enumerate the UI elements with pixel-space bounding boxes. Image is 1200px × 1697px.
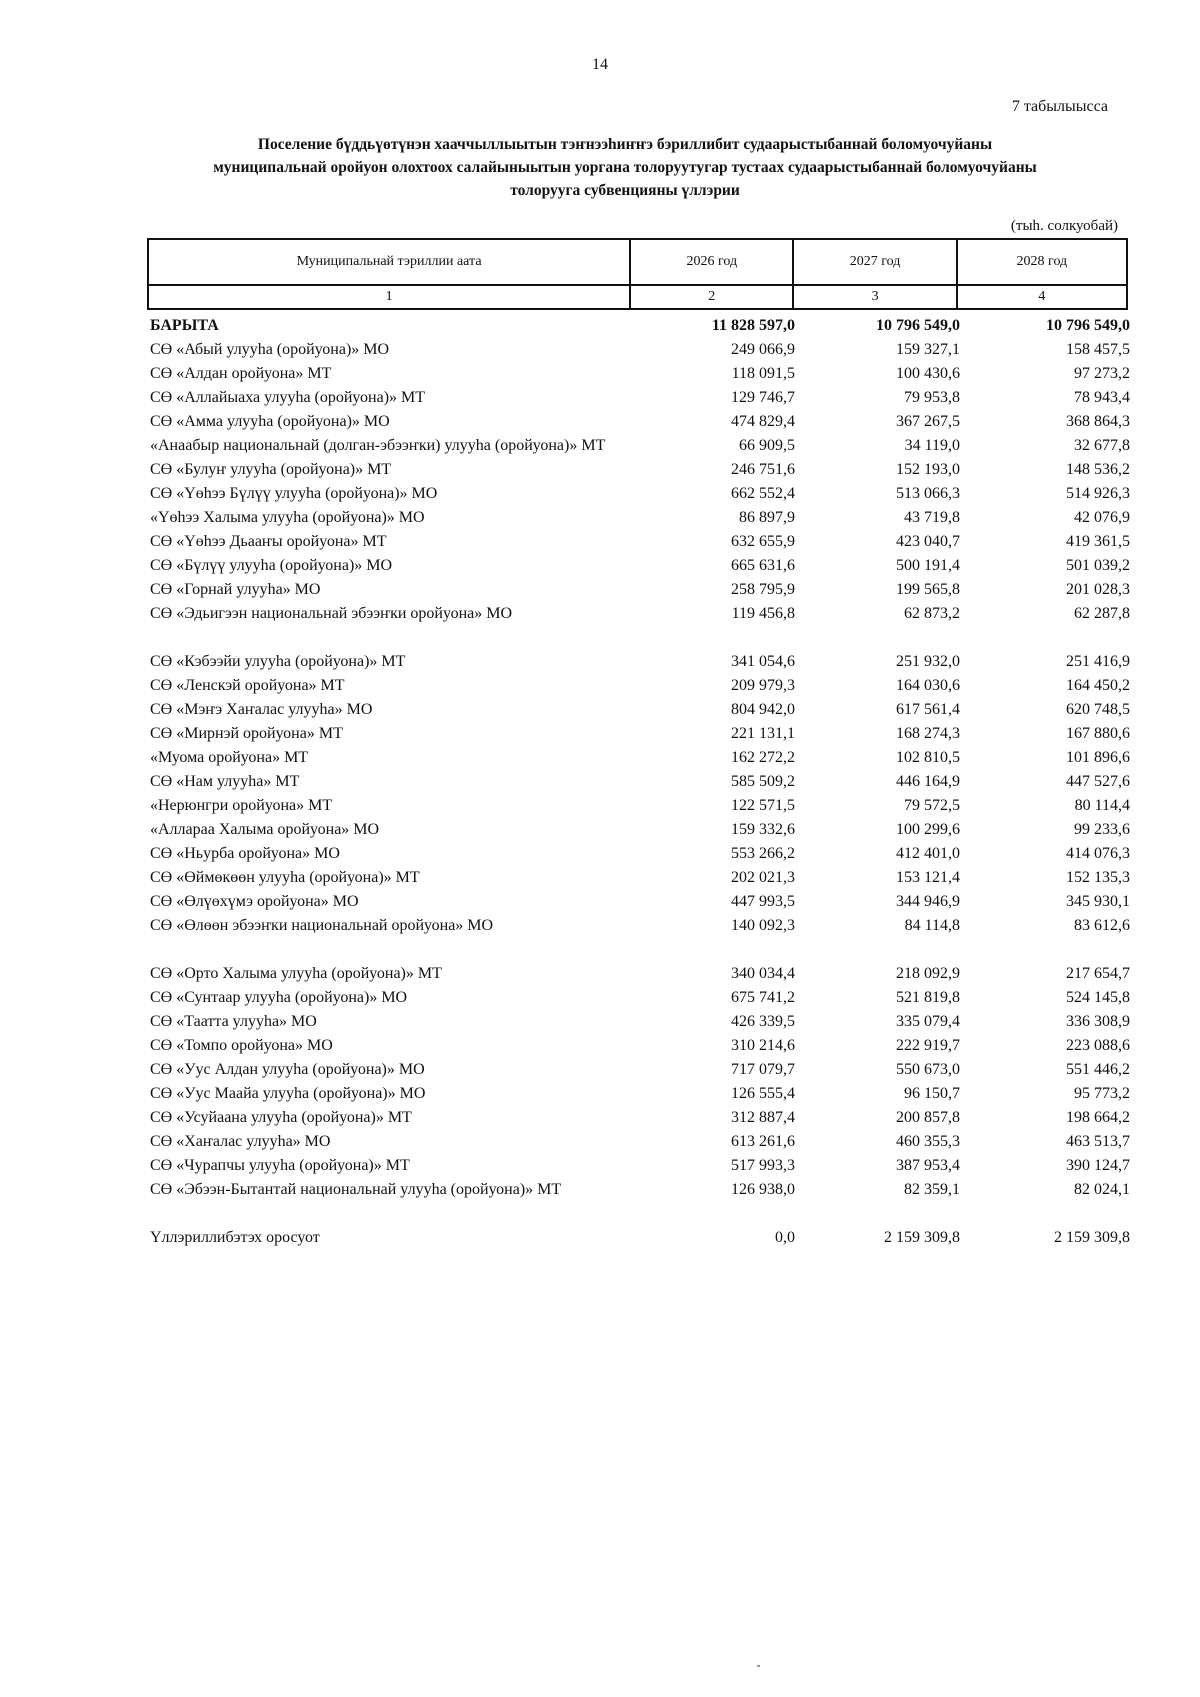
value-2028: 167 880,6 <box>1066 725 1130 742</box>
units-label: (тыһ. солкуобай) <box>1010 218 1118 234</box>
row-name: «Муома оройуона» МТ <box>150 749 309 766</box>
value-2027: 34 119,0 <box>904 437 960 454</box>
value-2028: 32 677,8 <box>1074 437 1130 454</box>
table-row <box>150 458 1130 482</box>
value-2026: 122 571,5 <box>731 797 795 814</box>
value-2028: 414 076,3 <box>1066 845 1130 862</box>
row-name: СӨ «Уус Алдан улууһа (оройуона)» МО <box>150 1061 425 1078</box>
value-2027: 387 953,4 <box>896 1157 960 1174</box>
row-name: СӨ «Амма улууһа (оройуона)» МО <box>150 413 390 430</box>
reserve-2028: 2 159 309,8 <box>1054 1229 1130 1246</box>
table-row <box>150 1106 1130 1130</box>
row-name: СӨ «Үөһээ Дьааҥы оройуона» МТ <box>150 533 387 550</box>
row-name: «Үөһээ Халыма улууһа (оройуона)» МО <box>150 509 425 526</box>
value-2028: 152 135,3 <box>1066 869 1130 886</box>
title-line: толорууга субвенцияны үллэрии <box>510 182 740 199</box>
value-2028: 368 864,3 <box>1066 413 1130 430</box>
value-2027: 412 401,0 <box>896 845 960 862</box>
table-row <box>150 602 1130 626</box>
row-name: «Анаабыр национальнай (долган-эбээҥки) улууһа (оройуона)» МТ <box>150 437 606 454</box>
value-2026: 159 332,6 <box>731 821 795 838</box>
value-2028: 390 124,7 <box>1066 1157 1130 1174</box>
value-2028: 158 457,5 <box>1066 341 1130 358</box>
value-2026: 119 456,8 <box>731 605 795 622</box>
value-2028: 501 039,2 <box>1066 557 1130 574</box>
value-2027: 102 810,5 <box>896 749 960 766</box>
table-reference: 7 табылыысса <box>1011 98 1108 115</box>
table-row <box>150 482 1130 506</box>
table-row <box>150 962 1130 986</box>
total-2028: 10 796 549,0 <box>1046 317 1130 334</box>
row-name: СӨ «Өймөкөөн улууһа (оройуона)» МТ <box>150 869 420 886</box>
value-2027: 43 719,8 <box>904 509 960 526</box>
value-2026: 474 829,4 <box>731 413 795 430</box>
value-2027: 100 299,6 <box>896 821 960 838</box>
row-name: СӨ «Хаҥалас улууһа» МО <box>150 1133 331 1150</box>
value-2027: 550 673,0 <box>896 1061 960 1078</box>
value-2028: 99 233,6 <box>1074 821 1130 838</box>
value-2028: 217 654,7 <box>1066 965 1130 982</box>
table-row <box>150 386 1130 410</box>
row-name: СӨ «Ньурба оройуона» МО <box>150 845 340 862</box>
title-line: Поселение бүддьүөтүнэн хааччыллыытын тэҥнээһиҥҥэ бэриллибит судаарыстыбаннай боломуочуйаны <box>257 136 993 153</box>
value-2028: 524 145,8 <box>1066 989 1130 1006</box>
value-2027: 82 359,1 <box>904 1181 960 1198</box>
row-name: СӨ «Алдан оройуона» МТ <box>150 365 332 382</box>
unallocated-reserve-row <box>150 1226 1130 1250</box>
value-2027: 222 919,7 <box>896 1037 960 1054</box>
row-name: СӨ «Бүлүү улууһа (оройуона)» МО <box>150 557 393 574</box>
value-2027: 152 193,0 <box>896 461 960 478</box>
table-row <box>150 578 1130 602</box>
row-name: СӨ «Аллайыаха улууһа (оройуона)» МТ <box>150 389 426 406</box>
value-2026: 209 979,3 <box>731 677 795 694</box>
table-row <box>150 818 1130 842</box>
value-2027: 460 355,3 <box>896 1133 960 1150</box>
table-row <box>150 1082 1130 1106</box>
value-2026: 585 509,2 <box>731 773 795 790</box>
reserve-2026: 0,0 <box>775 1229 795 1246</box>
value-2027: 218 092,9 <box>896 965 960 982</box>
value-2027: 500 191,4 <box>896 557 960 574</box>
table-row <box>150 530 1130 554</box>
value-2026: 717 079,7 <box>731 1061 795 1078</box>
table-row <box>150 794 1130 818</box>
value-2028: 345 930,1 <box>1066 893 1130 910</box>
table-row <box>150 674 1130 698</box>
row-name: СӨ «Үөһээ Бүлүү улууһа (оройуона)» МО <box>150 485 438 502</box>
value-2026: 613 261,6 <box>731 1133 795 1150</box>
column-number-row <box>148 285 1127 309</box>
value-2026: 340 034,4 <box>731 965 795 982</box>
total-2026: 11 828 597,0 <box>711 317 795 334</box>
value-2027: 423 040,7 <box>896 533 960 550</box>
value-2026: 129 746,7 <box>731 389 795 406</box>
value-2026: 140 092,3 <box>731 917 795 934</box>
row-name: СӨ «Мэҥэ Хаҥалас улууһа» МО <box>150 701 373 718</box>
total-2027: 10 796 549,0 <box>876 317 960 334</box>
value-2028: 164 450,2 <box>1066 677 1130 694</box>
table-row <box>150 554 1130 578</box>
value-2026: 341 054,6 <box>731 653 795 670</box>
table-row <box>150 722 1130 746</box>
value-2028: 82 024,1 <box>1074 1181 1130 1198</box>
table-row <box>150 506 1130 530</box>
table-row <box>150 650 1130 674</box>
row-name: СӨ «Булуҥ улууһа (оройуона)» МТ <box>150 461 392 478</box>
table-row <box>150 1034 1130 1058</box>
row-name: СӨ «Усуйаана улууһа (оройуона)» МТ <box>150 1109 412 1126</box>
value-2026: 665 631,6 <box>731 557 795 574</box>
value-2028: 97 273,2 <box>1074 365 1130 382</box>
value-2027: 521 819,8 <box>896 989 960 1006</box>
value-2026: 126 938,0 <box>731 1181 795 1198</box>
scan-speck <box>757 1665 760 1667</box>
table-row <box>150 338 1130 362</box>
column-number: 1 <box>148 285 630 309</box>
value-2026: 162 272,2 <box>731 749 795 766</box>
row-name: СӨ «Өлүөхүмэ оройуона» МО <box>150 893 359 910</box>
reserve-2027: 2 159 309,8 <box>884 1229 960 1246</box>
title-line: муниципальнай оройуон олохтоох салайыныытын уоргана толоруутугар тустаах судаарыстыбаннай боломуочуйаны <box>213 159 1037 176</box>
row-name: «Аллараа Халыма оройуона» МО <box>150 821 380 838</box>
header-2028: 2028 год <box>957 239 1127 285</box>
value-2028: 42 076,9 <box>1074 509 1130 526</box>
value-2027: 513 066,3 <box>896 485 960 502</box>
value-2026: 221 131,1 <box>731 725 795 742</box>
value-2028: 336 308,9 <box>1066 1013 1130 1030</box>
column-number: 4 <box>957 285 1127 309</box>
table-row <box>150 986 1130 1010</box>
value-2028: 62 287,8 <box>1074 605 1130 622</box>
row-name: СӨ «Горнай улууһа» МО <box>150 581 321 598</box>
row-name: СӨ «Кэбээйи улууһа (оройуона)» МТ <box>150 653 406 670</box>
value-2028: 463 513,7 <box>1066 1133 1130 1150</box>
page-number: 14 <box>592 56 608 73</box>
value-2026: 86 897,9 <box>739 509 795 526</box>
value-2028: 419 361,5 <box>1066 533 1130 550</box>
row-name: СӨ «Мирнэй оройуона» МТ <box>150 725 343 742</box>
value-2027: 153 121,4 <box>896 869 960 886</box>
value-2026: 804 942,0 <box>731 701 795 718</box>
value-2026: 246 751,6 <box>731 461 795 478</box>
value-2026: 258 795,9 <box>731 581 795 598</box>
row-name: СӨ «Өлөөн эбээҥки национальнай оройуона» МО <box>150 917 494 934</box>
value-2028: 201 028,3 <box>1066 581 1130 598</box>
value-2027: 168 274,3 <box>896 725 960 742</box>
value-2028: 198 664,2 <box>1066 1109 1130 1126</box>
table-row <box>150 890 1130 914</box>
value-2027: 446 164,9 <box>896 773 960 790</box>
column-number: 3 <box>793 285 956 309</box>
header-2026: 2026 год <box>630 239 793 285</box>
table-row <box>150 842 1130 866</box>
table-body <box>150 314 1130 1250</box>
table-row <box>150 1130 1130 1154</box>
row-name: СӨ «Таатта улууһа» МО <box>150 1013 317 1030</box>
header-name: Муниципальнай тэриллии аата <box>148 239 630 285</box>
value-2027: 344 946,9 <box>896 893 960 910</box>
row-name: СӨ «Ленскэй оройуона» МТ <box>150 677 345 694</box>
value-2028: 251 416,9 <box>1066 653 1130 670</box>
column-number: 2 <box>630 285 793 309</box>
table-row <box>150 1178 1130 1202</box>
value-2026: 202 021,3 <box>731 869 795 886</box>
table-header <box>147 238 1128 310</box>
value-2027: 62 873,2 <box>904 605 960 622</box>
table-row <box>150 1010 1130 1034</box>
table-row <box>150 866 1130 890</box>
value-2026: 553 266,2 <box>731 845 795 862</box>
value-2026: 249 066,9 <box>731 341 795 358</box>
value-2027: 96 150,7 <box>904 1085 960 1102</box>
table-row <box>150 1154 1130 1178</box>
value-2028: 551 446,2 <box>1066 1061 1130 1078</box>
value-2026: 126 555,4 <box>731 1085 795 1102</box>
table-row <box>150 746 1130 770</box>
row-name: СӨ «Чурапчы улууһа (оройуона)» МТ <box>150 1157 410 1174</box>
value-2026: 447 993,5 <box>731 893 795 910</box>
table-row <box>150 434 1130 458</box>
value-2027: 367 267,5 <box>896 413 960 430</box>
table-row <box>150 1058 1130 1082</box>
row-name: СӨ «Абый улууһа (оройуона)» МО <box>150 341 390 358</box>
value-2027: 159 327,1 <box>896 341 960 358</box>
header-2027: 2027 год <box>793 239 956 285</box>
value-2028: 78 943,4 <box>1074 389 1130 406</box>
value-2026: 662 552,4 <box>731 485 795 502</box>
value-2026: 312 887,4 <box>731 1109 795 1126</box>
value-2028: 80 114,4 <box>1074 797 1130 814</box>
value-2027: 84 114,8 <box>904 917 960 934</box>
value-2026: 675 741,2 <box>731 989 795 1006</box>
value-2027: 164 030,6 <box>896 677 960 694</box>
row-name: СӨ «Эбээн-Бытантай национальнай улууһа (оройуона)» МТ <box>150 1181 562 1198</box>
value-2026: 310 214,6 <box>731 1037 795 1054</box>
value-2027: 79 953,8 <box>904 389 960 406</box>
total-label: БАРЫТА <box>150 317 219 334</box>
table-row <box>150 410 1130 434</box>
row-name: СӨ «Томпо оройуона» МО <box>150 1037 333 1054</box>
value-2028: 514 926,3 <box>1066 485 1130 502</box>
value-2028: 620 748,5 <box>1066 701 1130 718</box>
row-name: СӨ «Эдьигээн национальнай эбээҥки оройуона» МО <box>150 605 513 622</box>
value-2027: 199 565,8 <box>896 581 960 598</box>
row-name: СӨ «Орто Халыма улууһа (оройуона)» МТ <box>150 965 442 982</box>
value-2028: 223 088,6 <box>1066 1037 1130 1054</box>
row-name: «Нерюнгри оройуона» МТ <box>150 797 333 814</box>
value-2027: 335 079,4 <box>896 1013 960 1030</box>
value-2027: 79 572,5 <box>904 797 960 814</box>
header-row <box>148 239 1127 285</box>
value-2027: 251 932,0 <box>896 653 960 670</box>
value-2026: 632 655,9 <box>731 533 795 550</box>
value-2027: 100 430,6 <box>896 365 960 382</box>
row-name: СӨ «Сунтаар улууһа (оройуона)» МО <box>150 989 408 1006</box>
value-2028: 95 773,2 <box>1074 1085 1130 1102</box>
value-2027: 617 561,4 <box>896 701 960 718</box>
value-2028: 83 612,6 <box>1074 917 1130 934</box>
total-row <box>150 314 1130 338</box>
value-2028: 148 536,2 <box>1066 461 1130 478</box>
value-2026: 66 909,5 <box>739 437 795 454</box>
table-row <box>150 362 1130 386</box>
row-name: СӨ «Нам улууһа» МТ <box>150 773 300 790</box>
value-2026: 118 091,5 <box>731 365 795 382</box>
table-row <box>150 698 1130 722</box>
value-2028: 101 896,6 <box>1066 749 1130 766</box>
row-name: СӨ «Уус Маайа улууһа (оройуона)» МО <box>150 1085 426 1102</box>
value-2027: 200 857,8 <box>896 1109 960 1126</box>
value-2028: 447 527,6 <box>1066 773 1130 790</box>
value-2026: 517 993,3 <box>731 1157 795 1174</box>
table-row <box>150 770 1130 794</box>
table-row <box>150 914 1130 938</box>
value-2026: 426 339,5 <box>731 1013 795 1030</box>
document-title <box>130 133 1120 202</box>
reserve-label: Үллэриллибэтэх оросуот <box>150 1229 320 1246</box>
